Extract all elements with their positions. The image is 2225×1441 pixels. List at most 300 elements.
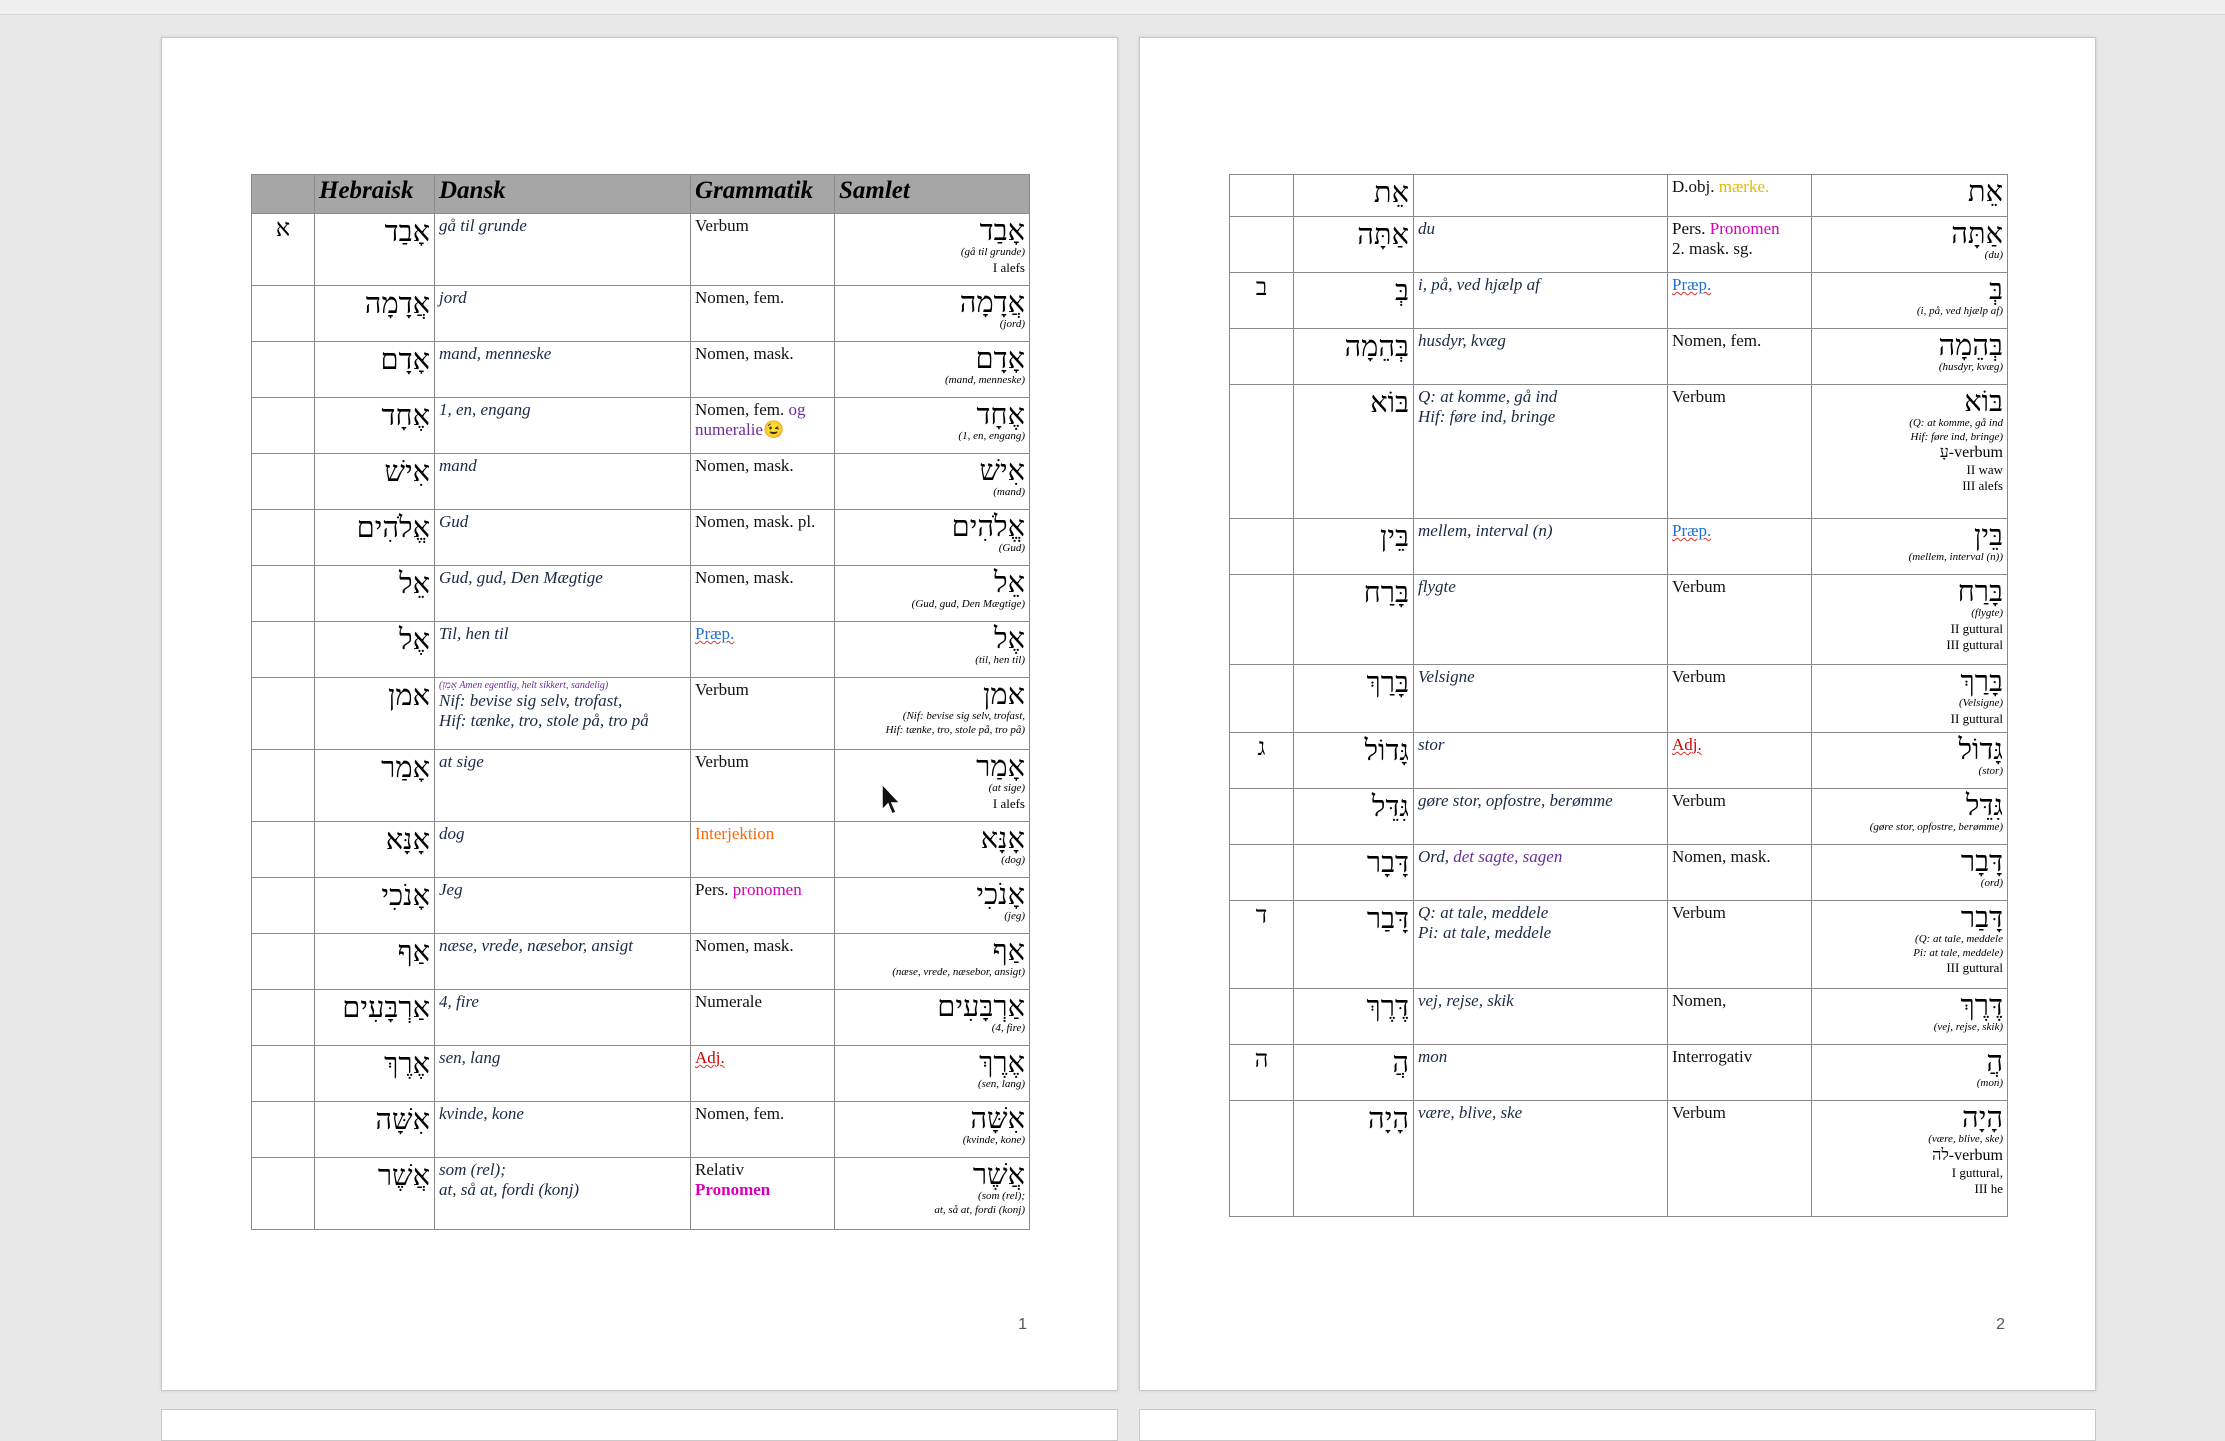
grammar-text: Verbum bbox=[1672, 667, 1726, 686]
danish-cell bbox=[435, 934, 691, 990]
letter-cell bbox=[252, 342, 315, 398]
grammar-cell bbox=[1668, 789, 1812, 845]
grammar-cell bbox=[691, 934, 835, 990]
danish-text: Gud bbox=[439, 512, 469, 531]
letter-cell bbox=[1230, 575, 1294, 665]
letter-cell bbox=[1230, 217, 1294, 273]
hebrew-cell bbox=[315, 454, 435, 510]
combined-note: II guttural bbox=[1950, 620, 2003, 636]
grammar-text-extra: og numeralie bbox=[695, 400, 806, 439]
hebrew-word: אָנֹכִי bbox=[381, 880, 430, 912]
letter-cell bbox=[1230, 1045, 1294, 1101]
combined-hebrew-word: דֶּרֶךְ bbox=[1960, 990, 2003, 1022]
table-row bbox=[1230, 901, 2008, 989]
combined-verb-class: לה-verbum bbox=[1932, 1146, 2003, 1164]
danish-line-2: Pi: at tale, meddele bbox=[1418, 923, 1552, 942]
letter-cell bbox=[1230, 989, 1294, 1045]
grammar-cell bbox=[691, 454, 835, 510]
danish-cell bbox=[1414, 385, 1668, 519]
grammar-text: Interjektion bbox=[695, 824, 775, 843]
hebrew-word: אֲדָמָה bbox=[364, 288, 430, 320]
header-cell-samlet: Samlet bbox=[835, 175, 1030, 214]
hebrew-word: אָדָם bbox=[380, 344, 430, 376]
letter-cell bbox=[1230, 665, 1294, 733]
hebrew-word: גָּדוֹל bbox=[1364, 735, 1409, 767]
letter-cell bbox=[252, 622, 315, 678]
combined-cell bbox=[835, 878, 1030, 934]
combined-note: I guttural, bbox=[1951, 1164, 2003, 1180]
combined-gloss: (kvinde, kone) bbox=[962, 1134, 1025, 1147]
combined-gloss: (næse, vrede, næsebor, ansigt) bbox=[892, 966, 1025, 979]
hebrew-cell bbox=[315, 622, 435, 678]
danish-line-2: Hif: føre ind, bringe bbox=[1418, 407, 1556, 426]
combined-cell bbox=[835, 454, 1030, 510]
danish-cell bbox=[435, 990, 691, 1046]
hebrew-word: אֶרֶךְ bbox=[384, 1048, 430, 1080]
table-row bbox=[252, 878, 1030, 934]
hebrew-word: הֲ bbox=[1392, 1047, 1409, 1079]
letter-cell bbox=[252, 398, 315, 454]
grammar-text: Pers. bbox=[695, 880, 729, 899]
grammar-text: Relativ bbox=[695, 1160, 745, 1179]
grammar-cell bbox=[1668, 1101, 1812, 1217]
letter-cell bbox=[252, 990, 315, 1046]
letter-cell bbox=[1230, 175, 1294, 217]
danish-cell bbox=[435, 286, 691, 342]
combined-cell bbox=[1812, 273, 2008, 329]
danish-text: Velsigne bbox=[1418, 667, 1475, 686]
danish-text: sen, lang bbox=[439, 1048, 501, 1067]
danish-cell bbox=[435, 510, 691, 566]
danish-text: mon bbox=[1418, 1047, 1448, 1066]
danish-text: gå til grunde bbox=[439, 216, 527, 235]
grammar-text: Præp. bbox=[1672, 521, 1712, 540]
combined-hebrew-word: דָּבָר bbox=[1960, 846, 2003, 878]
grammar-cell bbox=[1668, 175, 1812, 217]
hebrew-word: בֵּין bbox=[1380, 521, 1409, 553]
grammar-text-extra: pronomen bbox=[732, 880, 802, 899]
danish-text: Til, hen til bbox=[439, 624, 509, 643]
letter-cell bbox=[252, 1102, 315, 1158]
hebrew-word: הָיָה bbox=[1368, 1103, 1409, 1135]
combined-hebrew-word: גָּדוֹל bbox=[1958, 734, 2003, 766]
document-page-4-edge bbox=[1139, 1409, 2096, 1441]
hebrew-cell bbox=[315, 1158, 435, 1230]
combined-gloss-2: at, så at, fordi (konj) bbox=[934, 1203, 1025, 1216]
table-row bbox=[1230, 1101, 2008, 1217]
danish-cell bbox=[1414, 329, 1668, 385]
letter-cell bbox=[252, 678, 315, 750]
combined-cell bbox=[1812, 1045, 2008, 1101]
combined-hebrew-word: דָּבַר bbox=[1960, 902, 2003, 934]
hebrew-cell bbox=[1294, 1101, 1414, 1217]
letter-cell bbox=[252, 1158, 315, 1230]
letter-cell bbox=[252, 214, 315, 286]
combined-cell bbox=[1812, 845, 2008, 901]
danish-cell bbox=[1414, 989, 1668, 1045]
grammar-text: Nomen, fem. bbox=[695, 288, 785, 307]
danish-cell bbox=[1414, 519, 1668, 575]
combined-gloss: (som (rel); bbox=[978, 1190, 1025, 1203]
combined-cell bbox=[835, 1158, 1030, 1230]
hebrew-cell bbox=[1294, 175, 1414, 217]
danish-cell bbox=[435, 822, 691, 878]
grammar-text: Verbum bbox=[1672, 577, 1726, 596]
combined-hebrew-word: אָנֹכִי bbox=[976, 879, 1025, 911]
combined-cell bbox=[835, 1046, 1030, 1102]
danish-cell bbox=[435, 342, 691, 398]
letter-cell bbox=[252, 454, 315, 510]
danish-text: mand, menneske bbox=[439, 344, 552, 363]
grammar-text: Verbum bbox=[695, 216, 749, 235]
combined-hebrew-word: אֶרֶךְ bbox=[979, 1047, 1025, 1079]
hebrew-word: אִשָּׁה bbox=[375, 1104, 430, 1136]
combined-note-2: III he bbox=[1974, 1180, 2003, 1196]
hebrew-cell bbox=[1294, 901, 1414, 989]
hebrew-cell bbox=[1294, 575, 1414, 665]
combined-cell bbox=[835, 398, 1030, 454]
danish-text: mand bbox=[439, 456, 477, 475]
grammar-cell bbox=[1668, 385, 1812, 519]
hebrew-cell bbox=[1294, 329, 1414, 385]
combined-note-2: III alefs bbox=[1962, 478, 2003, 494]
hebrew-cell bbox=[1294, 845, 1414, 901]
letter-cell bbox=[252, 822, 315, 878]
table-row bbox=[252, 566, 1030, 622]
combined-cell bbox=[835, 678, 1030, 750]
hebrew-word: אִישׁ bbox=[384, 456, 430, 488]
hebrew-cell bbox=[315, 286, 435, 342]
danish-text: næse, vrede, næsebor, ansigt bbox=[439, 936, 633, 955]
danish-cell bbox=[1414, 789, 1668, 845]
table-row bbox=[1230, 385, 2008, 519]
combined-gloss: (at sige) bbox=[988, 782, 1025, 795]
hebrew-word: אַרְבָּעִים bbox=[342, 992, 430, 1024]
combined-gloss: (1, en, engang) bbox=[958, 430, 1025, 443]
combined-cell bbox=[1812, 385, 2008, 519]
grammar-text: Nomen, mask. bbox=[695, 568, 794, 587]
letter-text: ב bbox=[1255, 275, 1268, 301]
grammar-line-2: 2. mask. sg. bbox=[1672, 239, 1753, 258]
hebrew-word: גִּדֵּל bbox=[1371, 791, 1409, 823]
danish-cell bbox=[435, 878, 691, 934]
combined-cell bbox=[1812, 1101, 2008, 1217]
table-row bbox=[1230, 273, 2008, 329]
combined-cell bbox=[1812, 989, 2008, 1045]
combined-gloss: (Q: at komme, gå ind bbox=[1909, 417, 2003, 430]
header-cell-letter bbox=[252, 175, 315, 214]
danish-text: stor bbox=[1418, 735, 1445, 754]
danish-line-1: Nif: bevise sig selv, trofast, bbox=[439, 691, 623, 710]
wink-emoji-icon: 😉 bbox=[762, 420, 785, 439]
letter-cell bbox=[252, 510, 315, 566]
combined-gloss: (gå til grunde) bbox=[960, 246, 1025, 259]
hebrew-cell bbox=[1294, 519, 1414, 575]
danish-line-1: Q: at komme, gå ind bbox=[1418, 387, 1558, 406]
grammar-text: Nomen, mask. bbox=[1672, 847, 1771, 866]
hebrew-cell bbox=[315, 934, 435, 990]
danish-text: jord bbox=[439, 288, 467, 307]
grammar-cell bbox=[1668, 575, 1812, 665]
hebrew-cell bbox=[315, 990, 435, 1046]
grammar-text: Verbum bbox=[1672, 903, 1726, 922]
combined-hebrew-word: אָמַר bbox=[976, 751, 1025, 783]
table-row bbox=[1230, 989, 2008, 1045]
grammar-text: Nomen, fem. bbox=[695, 1104, 785, 1123]
hebrew-word: דָּבַר bbox=[1366, 903, 1409, 935]
hebrew-cell bbox=[315, 1102, 435, 1158]
combined-hebrew-word: הֲ bbox=[1986, 1046, 2003, 1078]
combined-gloss: (flygte) bbox=[1971, 607, 2003, 620]
combined-hebrew-word: אִישׁ bbox=[979, 455, 1025, 487]
combined-hebrew-word: הָיָה bbox=[1962, 1102, 2003, 1134]
danish-cell bbox=[1414, 901, 1668, 989]
grammar-cell bbox=[691, 214, 835, 286]
combined-cell bbox=[1812, 733, 2008, 789]
letter-cell bbox=[1230, 845, 1294, 901]
combined-gloss: (Q: at tale, meddele bbox=[1915, 933, 2003, 946]
combined-hebrew-word: אָבַד bbox=[979, 215, 1025, 247]
grammar-text: Verbum bbox=[695, 680, 749, 699]
header-cell-hebraisk: Hebraisk bbox=[315, 175, 435, 214]
hebrew-word: בָּרַח bbox=[1363, 577, 1409, 609]
combined-gloss: (Velsigne) bbox=[1959, 697, 2003, 710]
grammar-text: Nomen, mask. bbox=[695, 936, 794, 955]
table-row bbox=[1230, 575, 2008, 665]
grammar-cell bbox=[1668, 989, 1812, 1045]
table-row bbox=[252, 286, 1030, 342]
vocab-table-page-2 bbox=[1229, 174, 2008, 1217]
letter-cell bbox=[1230, 1101, 1294, 1217]
letter-text: ה bbox=[1254, 1047, 1269, 1073]
table-row bbox=[1230, 329, 2008, 385]
hebrew-cell bbox=[1294, 273, 1414, 329]
table-row bbox=[1230, 519, 2008, 575]
danish-cell bbox=[1414, 575, 1668, 665]
hebrew-word: אַף bbox=[397, 936, 430, 968]
danish-cell bbox=[1414, 1045, 1668, 1101]
header-cell-grammatik: Grammatik bbox=[691, 175, 835, 214]
combined-gloss-2: Hif: tænke, tro, stole på, tro på) bbox=[885, 723, 1025, 736]
document-page-1 bbox=[161, 37, 1118, 1391]
combined-gloss-2: Pi: at tale, meddele) bbox=[1913, 946, 2003, 959]
danish-text-extra: det sagte, sagen bbox=[1453, 847, 1563, 866]
hebrew-word: אַתָּה bbox=[1357, 219, 1409, 251]
grammar-cell bbox=[1668, 845, 1812, 901]
hebrew-word: בּוֹא bbox=[1370, 387, 1409, 419]
header-cell-dansk: Dansk bbox=[435, 175, 691, 214]
danish-cell bbox=[1414, 175, 1668, 217]
combined-hebrew-word: אַרְבָּעִים bbox=[937, 991, 1025, 1023]
combined-gloss: (mand, menneske) bbox=[944, 374, 1025, 387]
grammar-cell bbox=[691, 566, 835, 622]
combined-cell bbox=[835, 1102, 1030, 1158]
combined-hebrew-word: אִשָּׁה bbox=[970, 1103, 1025, 1135]
combined-note: I alefs bbox=[992, 259, 1025, 275]
combined-cell bbox=[835, 286, 1030, 342]
table-row bbox=[252, 822, 1030, 878]
grammar-cell bbox=[1668, 519, 1812, 575]
danish-cell bbox=[435, 214, 691, 286]
combined-cell bbox=[1812, 217, 2008, 273]
hebrew-word: אֶל bbox=[399, 624, 430, 656]
hebrew-cell bbox=[1294, 1045, 1414, 1101]
letter-text: ד bbox=[1255, 903, 1268, 929]
combined-gloss: (husdyr, kvæg) bbox=[1938, 361, 2003, 374]
hebrew-word: אֵל bbox=[399, 568, 430, 600]
combined-hebrew-word: בֵּין bbox=[1974, 520, 2003, 552]
letter-cell bbox=[252, 1046, 315, 1102]
combined-hebrew-word: אֶל bbox=[994, 623, 1025, 655]
grammar-cell bbox=[1668, 1045, 1812, 1101]
hebrew-word: אֲשֶׁר bbox=[377, 1160, 430, 1192]
hebrew-word: אֵת bbox=[1373, 177, 1409, 209]
danish-cell bbox=[435, 750, 691, 822]
danish-cell bbox=[1414, 665, 1668, 733]
grammar-text: Adj. bbox=[1672, 735, 1702, 754]
table-row bbox=[252, 454, 1030, 510]
danish-cell bbox=[435, 454, 691, 510]
hebrew-cell bbox=[315, 566, 435, 622]
letter-cell bbox=[1230, 519, 1294, 575]
danish-text: Ord, bbox=[1418, 847, 1450, 866]
danish-cell bbox=[435, 398, 691, 454]
danish-line-1: Q: at tale, meddele bbox=[1418, 903, 1549, 922]
danish-text: Gud, gud, Den Mægtige bbox=[439, 568, 603, 587]
grammar-cell bbox=[691, 822, 835, 878]
combined-verb-class: עָ-verbum bbox=[1939, 443, 2003, 461]
combined-hebrew-word: בְּהֵמָה bbox=[1938, 330, 2003, 362]
combined-note: I alefs bbox=[992, 795, 1025, 811]
combined-gloss: (vej, rejse, skik) bbox=[1933, 1021, 2003, 1034]
combined-gloss: (mellem, interval (n)) bbox=[1908, 551, 2003, 564]
table-row bbox=[252, 398, 1030, 454]
combined-cell bbox=[1812, 789, 2008, 845]
grammar-cell bbox=[691, 398, 835, 454]
grammar-cell bbox=[691, 878, 835, 934]
document-page-2 bbox=[1139, 37, 2096, 1391]
combined-cell bbox=[835, 342, 1030, 398]
combined-hebrew-word: אֲדָמָה bbox=[959, 287, 1025, 319]
danish-cell bbox=[435, 1158, 691, 1230]
combined-gloss: (Nif: bevise sig selv, trofast, bbox=[902, 710, 1025, 723]
combined-cell bbox=[1812, 575, 2008, 665]
danish-text: husdyr, kvæg bbox=[1418, 331, 1506, 350]
grammar-text: Nomen, fem. bbox=[1672, 331, 1762, 350]
combined-cell bbox=[835, 510, 1030, 566]
grammar-text: Præp. bbox=[695, 624, 735, 643]
hebrew-cell bbox=[315, 214, 435, 286]
danish-text: Jeg bbox=[439, 880, 463, 899]
danish-text: du bbox=[1418, 219, 1435, 238]
grammar-cell bbox=[691, 1046, 835, 1102]
combined-hebrew-word: אֵל bbox=[994, 567, 1025, 599]
table-header-row bbox=[252, 175, 1030, 214]
table-row bbox=[252, 990, 1030, 1046]
combined-cell bbox=[835, 990, 1030, 1046]
table-row bbox=[252, 214, 1030, 286]
combined-gloss: (i, på, ved hjælp af) bbox=[1916, 305, 2003, 318]
danish-cell bbox=[1414, 273, 1668, 329]
letter-cell bbox=[252, 934, 315, 990]
danish-text: mellem, interval (n) bbox=[1418, 521, 1553, 540]
grammar-text: Interrogativ bbox=[1672, 1047, 1753, 1066]
hebrew-cell bbox=[1294, 217, 1414, 273]
combined-gloss: (mon) bbox=[1976, 1077, 2003, 1090]
combined-hebrew-word: אֱלֹהִים bbox=[951, 511, 1025, 543]
combined-hebrew-word: אַף bbox=[992, 935, 1025, 967]
table-row bbox=[252, 750, 1030, 822]
combined-cell bbox=[835, 934, 1030, 990]
danish-text: vej, rejse, skik bbox=[1418, 991, 1514, 1010]
grammar-cell bbox=[1668, 901, 1812, 989]
combined-gloss: (gøre stor, opfostre, berømme) bbox=[1869, 821, 2003, 834]
hebrew-cell bbox=[1294, 665, 1414, 733]
hebrew-word: בְּ bbox=[1395, 275, 1409, 307]
grammar-cell bbox=[691, 1158, 835, 1230]
danish-text: kvinde, kone bbox=[439, 1104, 524, 1123]
combined-note: II waw bbox=[1966, 461, 2003, 477]
combined-cell bbox=[835, 214, 1030, 286]
hebrew-cell bbox=[1294, 385, 1414, 519]
letter-cell bbox=[1230, 901, 1294, 989]
combined-note: III guttural bbox=[1946, 959, 2003, 975]
combined-cell bbox=[835, 822, 1030, 878]
letter-cell bbox=[1230, 329, 1294, 385]
combined-gloss: (4, fire) bbox=[991, 1022, 1025, 1035]
combined-note: II guttural bbox=[1950, 710, 2003, 726]
grammar-cell bbox=[691, 286, 835, 342]
combined-cell bbox=[835, 622, 1030, 678]
table-row bbox=[1230, 789, 2008, 845]
grammar-cell bbox=[691, 622, 835, 678]
danish-cell bbox=[435, 678, 691, 750]
danish-cell bbox=[1414, 733, 1668, 789]
hebrew-cell bbox=[315, 822, 435, 878]
letter-cell bbox=[1230, 789, 1294, 845]
grammar-text: Præp. bbox=[1672, 275, 1712, 294]
combined-hebrew-word: בּוֹא bbox=[1964, 386, 2003, 418]
combined-gloss: (jeg) bbox=[1004, 910, 1025, 923]
letter-cell bbox=[1230, 273, 1294, 329]
grammar-cell bbox=[1668, 217, 1812, 273]
combined-cell bbox=[1812, 519, 2008, 575]
combined-gloss-2: Hif: føre ind, bringe) bbox=[1910, 430, 2003, 443]
combined-cell bbox=[835, 566, 1030, 622]
letter-cell bbox=[252, 750, 315, 822]
grammar-text: Nomen, bbox=[1672, 991, 1727, 1010]
table-row bbox=[252, 678, 1030, 750]
grammar-text: Nomen, mask. bbox=[695, 344, 794, 363]
letter-cell bbox=[252, 286, 315, 342]
grammar-cell bbox=[691, 750, 835, 822]
hebrew-word: אָבַד bbox=[384, 216, 430, 248]
grammar-cell bbox=[1668, 665, 1812, 733]
table-row bbox=[252, 934, 1030, 990]
grammar-cell bbox=[691, 1102, 835, 1158]
hebrew-cell bbox=[315, 1046, 435, 1102]
hebrew-cell bbox=[315, 750, 435, 822]
danish-text: dog bbox=[439, 824, 465, 843]
vocab-table-page-1 bbox=[251, 174, 1030, 1230]
combined-hebrew-word: בָּרַח bbox=[1957, 576, 2003, 608]
table-row bbox=[1230, 665, 2008, 733]
table-row bbox=[252, 1158, 1030, 1230]
grammar-text: Verbum bbox=[1672, 791, 1726, 810]
combined-hebrew-word: בָּרַךְ bbox=[1960, 666, 2003, 698]
grammar-cell bbox=[1668, 273, 1812, 329]
danish-text: være, blive, ske bbox=[1418, 1103, 1523, 1122]
